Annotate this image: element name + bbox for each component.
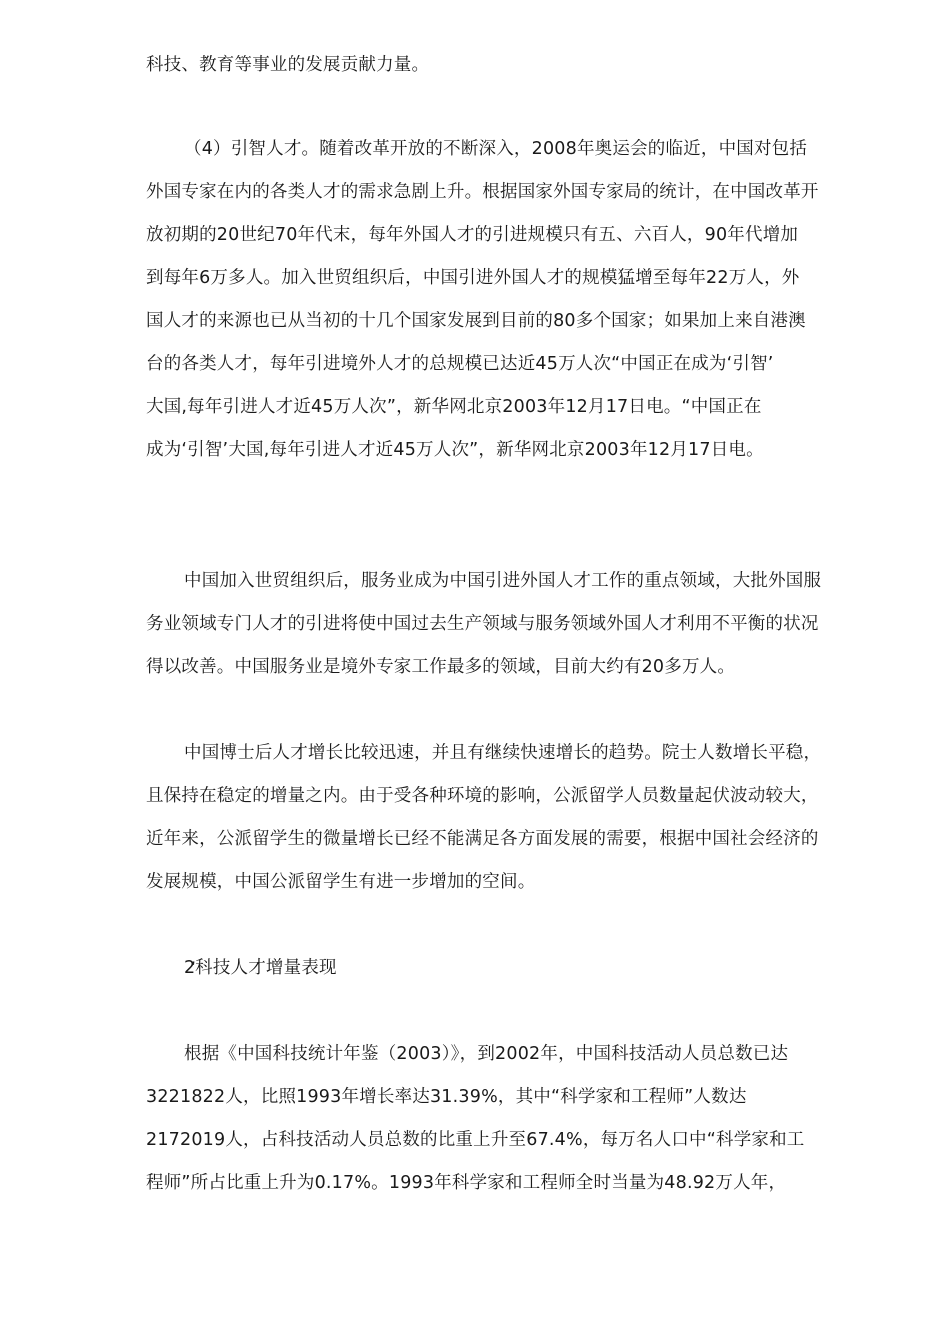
text-line: 科技、教育等事业的发展贡献力量。 <box>146 55 430 75</box>
text-line: 2172019人，占科技活动人员总数的比重上升至67.4%，每万名人口中“科学家和工 <box>146 1130 805 1150</box>
text-line: 中国加入世贸组织后，服务业成为中国引进外国人才工作的重点领域，大批外国服 <box>184 571 822 591</box>
text-line: 到每年6万多人。加入世贸组织后，中国引进外国人才的规模猛增至每年22万人，外 <box>146 268 800 288</box>
text-line: 得以改善。中国服务业是境外专家工作最多的领域，目前大约有20多万人。 <box>146 657 736 677</box>
text-line: 发展规模，中国公派留学生有进一步增加的空间。 <box>146 872 536 892</box>
text-line: 成为‘引智’大国,每年引进人才近45万人次”，新华网北京2003年12月17日电。 <box>146 440 764 460</box>
text-line: 根据《中国科技统计年鉴（2003）》，到2002年，中国科技活动人员总数已达 <box>184 1044 789 1064</box>
text-line: 近年来，公派留学生的微量增长已经不能满足各方面发展的需要，根据中国社会经济的 <box>146 829 819 849</box>
text-line: 台的各类人才，每年引进境外人才的总规模已达近45万人次“中国正在成为‘引智’ <box>146 354 774 374</box>
text-line: 国人才的来源也已从当初的十几个国家发展到目前的80多个国家；如果加上来自港澳 <box>146 311 806 331</box>
text-line: 大国,每年引进人才近45万人次”，新华网北京2003年12月17日电。“中国正在 <box>146 397 762 417</box>
text-line: 且保持在稳定的增量之内。由于受各种环境的影响，公派留学人员数量起伏波动较大， <box>146 786 819 806</box>
text-line: 3221822人，比照1993年增长率达31.39%，其中“科学家和工程师”人数达 <box>146 1087 747 1107</box>
text-line: 放初期的20世纪70年代末，每年外国人才的引进规模只有五、六百人，90年代增加 <box>146 225 799 245</box>
text-line: 程师”所占比重上升为0.17%。1993年科学家和工程师全时当量为48.92万人年， <box>146 1173 787 1193</box>
text-line: 务业领域专门人才的引进将使中国过去生产领域与服务领域外国人才利用不平衡的状况 <box>146 614 819 634</box>
text-line: （4）引智人才。随着改革开放的不断深入，2008年奥运会的临近，中国对包括 <box>184 139 808 159</box>
text-line: 外国专家在内的各类人才的需求急剧上升。根据国家外国专家局的统计，在中国改革开 <box>146 182 819 202</box>
text-line: 中国博士后人才增长比较迅速，并且有继续快速增长的趋势。院士人数增长平稳， <box>184 743 822 763</box>
section-heading: 2ᡃ科技人才增量表现 <box>184 958 337 978</box>
